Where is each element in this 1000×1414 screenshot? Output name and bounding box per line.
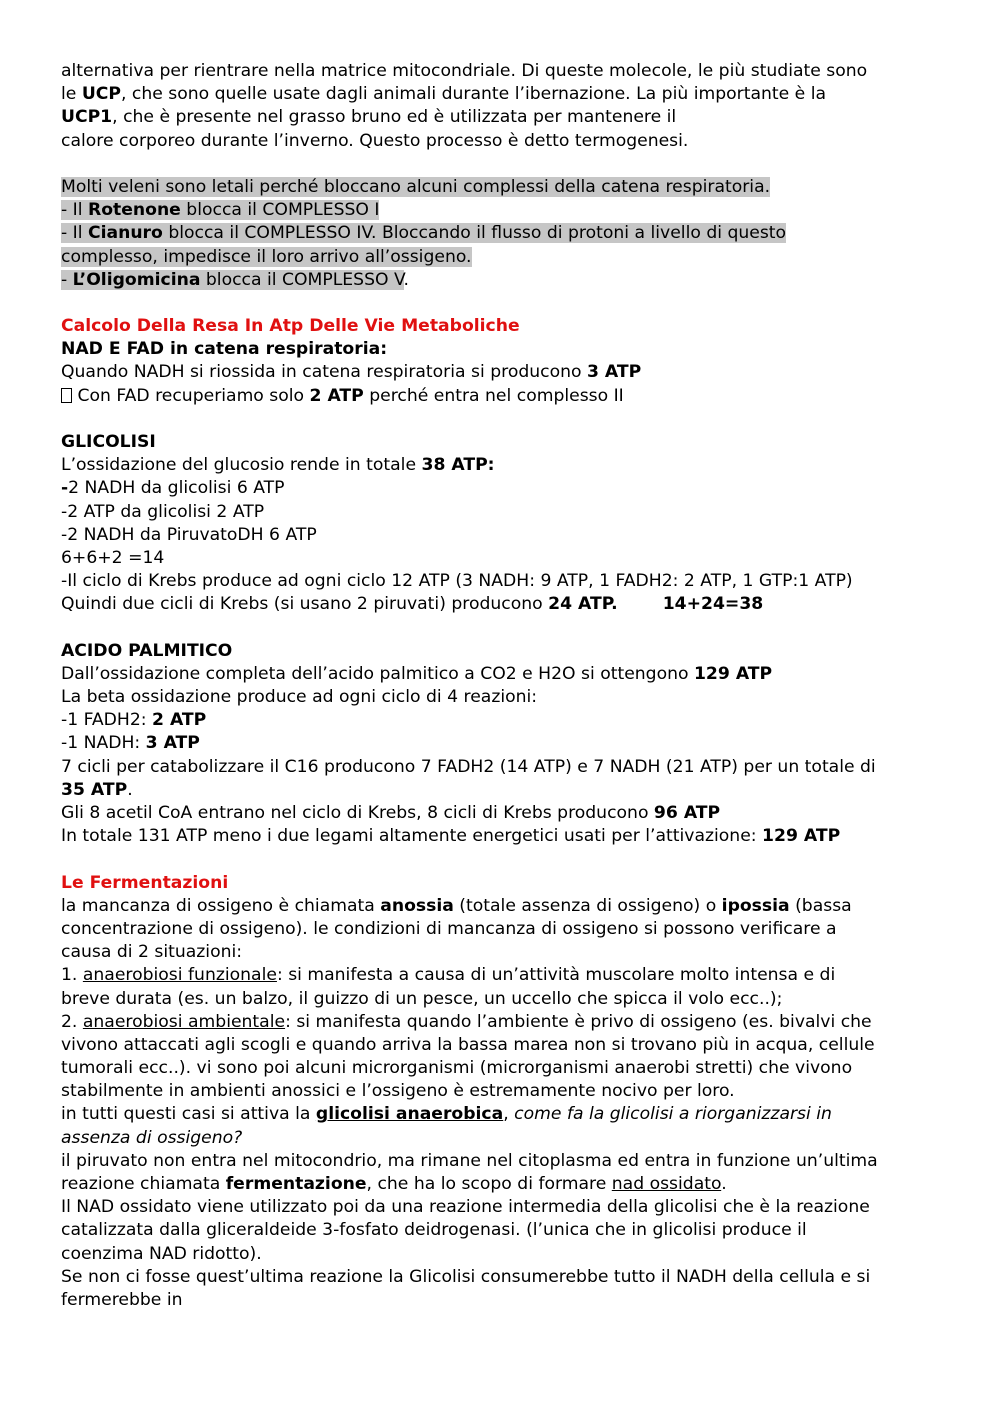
text-line: calore corporeo durante l’inverno. Questo processo è detto termogenesi.: [61, 130, 689, 151]
text-line: Molti veleni sono letali perché bloccano alcuni complessi della catena respiratoria.: [61, 176, 771, 197]
text-line: Quando NADH si riossida in catena respiratoria si producono 3 ATP: [61, 362, 642, 383]
text-line: 7 cicli per catabolizzare il C16 producono 7 FADH2 (14 ATP) e 7 NADH (21 ATP) per un totale di: [61, 756, 876, 777]
text-line: L’ossidazione del glucosio rende in totale 38 ATP:: [61, 455, 495, 476]
section-heading: GLICOLISI: [61, 432, 156, 452]
poisons-paragraph: [61, 176, 946, 292]
text-line: -1 FADH2: 2 ATP: [61, 710, 207, 731]
text-line: stabilmente in ambienti anossici e l’ossigeno è estremamente nocivo per loro.: [61, 1081, 735, 1102]
text-line: In totale 131 ATP meno i due legami altamente energetici usati per l’attivazione: 129 ATP: [61, 826, 841, 847]
text-line: le UCP, che sono quelle usate dagli animali durante l’ibernazione. La più importante è la: [61, 84, 827, 105]
text-line: - L’Oligomicina blocca il COMPLESSO V.: [61, 269, 409, 290]
palmitico-section: [61, 640, 946, 849]
intro-paragraph: [61, 60, 946, 153]
text-line: concentrazione di ossigeno). le condizioni di mancanza di ossigeno si possono verificare a: [61, 918, 837, 939]
blank-line: [61, 292, 946, 315]
text-line: -2 NADH da PiruvatoDH 6 ATP: [61, 524, 317, 545]
text-line: 1. anaerobiosi funzionale: si manifesta a causa di un’attività muscolare molto intensa e di: [61, 965, 836, 986]
text-line: la mancanza di ossigeno è chiamata anossia (totale assenza di ossigeno) o ipossia (bassa: [61, 895, 852, 916]
section-heading: Le Fermentazioni: [61, 872, 229, 893]
glicolisi-section: [61, 431, 946, 617]
text-line: catalizzata dalla gliceraldeide 3-fosfato deidrogenasi. (l’unica che in glicolisi produce il: [61, 1220, 807, 1241]
missing-glyph-icon: [61, 388, 72, 403]
text-line: Gli 8 acetil CoA entrano nel ciclo di Krebs, 8 cicli di Krebs producono 96 ATP: [61, 803, 721, 823]
text-line: Dall’ossidazione completa dell’acido palmitico a CO2 e H2O si ottengono 129 ATP: [61, 663, 773, 684]
text-line: Quindi due cicli di Krebs (si usano 2 piruvati) producono 24 ATP. 14+24=38: [61, 594, 764, 615]
text-line: assenza di ossigeno?: [61, 1127, 243, 1148]
blank-line: [61, 848, 946, 871]
blank-line: [61, 617, 946, 640]
resa-section: [61, 315, 946, 408]
text-line: -2 NADH da glicolisi 6 ATP: [61, 478, 285, 499]
text-line: -2 ATP da glicolisi 2 ATP: [61, 501, 265, 522]
text-line: -1 NADH: 3 ATP: [61, 733, 200, 754]
text-line: breve durata (es. un balzo, il guizzo di un pesce, un uccello che spicca il volo ecc..);: [61, 988, 783, 1009]
text-line: Con FAD recuperiamo solo 2 ATP perché entra nel complesso II: [61, 385, 946, 408]
text-line: in tutti questi casi si attiva la glicolisi anaerobica, come fa la glicolisi a riorganizzarsi in: [61, 1104, 832, 1125]
section-heading: Calcolo Della Resa In Atp Delle Vie Metaboliche: [61, 316, 520, 337]
blank-line: [61, 408, 946, 431]
text-line: UCP1, che è presente nel grasso bruno ed è utilizzata per mantenere il: [61, 107, 677, 128]
text-line: il piruvato non entra nel mitocondrio, ma rimane nel citoplasma ed entra in funzione un’ultima: [61, 1150, 878, 1171]
text-line: fermerebbe in: [61, 1289, 183, 1310]
text-line: complesso, impedisce il loro arrivo all’ossigeno.: [61, 246, 472, 267]
subheading: NAD E FAD in catena respiratoria:: [61, 339, 388, 360]
text-line: -Il ciclo di Krebs produce ad ogni ciclo 12 ATP (3 NADH: 9 ATP, 1 FADH2: 2 ATP, 1 GTP:1 ATP): [61, 571, 853, 592]
text-line: - Il Rotenone blocca il COMPLESSO I: [61, 200, 380, 221]
text-line: Se non ci fosse quest’ultima reazione la Glicolisi consumerebbe tutto il NADH della cellula e si: [61, 1266, 871, 1287]
text-line: causa di 2 situazioni:: [61, 942, 243, 963]
text-line: 6+6+2 =14: [61, 547, 165, 568]
text-line: reazione chiamata fermentazione, che ha lo scopo di formare nad ossidato.: [61, 1174, 727, 1194]
text-line: coenzima NAD ridotto).: [61, 1243, 262, 1264]
text-line: Il NAD ossidato viene utilizzato poi da una reazione intermedia della glicolisi che è la reazione: [61, 1197, 870, 1218]
text-line: vivono attaccati agli scogli e quando arriva la bassa marea non si trovano più in acqua, cellule: [61, 1034, 875, 1055]
text-line: La beta ossidazione produce ad ogni ciclo di 4 reazioni:: [61, 687, 538, 708]
text-line: 35 ATP.: [61, 779, 133, 800]
text-line: alternativa per rientrare nella matrice mitocondriale. Di queste molecole, le più studiate sono: [61, 61, 868, 81]
fermentazioni-section: [61, 872, 946, 1313]
section-heading: ACIDO PALMITICO: [61, 640, 233, 661]
text-line: tumorali ecc..). vi sono poi alcuni microrganismi (microrganismi anaerobi stretti) che vivono: [61, 1058, 853, 1079]
text-line: - Il Cianuro blocca il COMPLESSO IV. Bloccando il flusso di protoni a livello di questo: [61, 223, 787, 244]
blank-line: [61, 153, 946, 176]
text-line: 2. anaerobiosi ambientale: si manifesta quando l’ambiente è privo di ossigeno (es. bivalvi che: [61, 1011, 872, 1032]
document-page: [61, 60, 946, 1312]
